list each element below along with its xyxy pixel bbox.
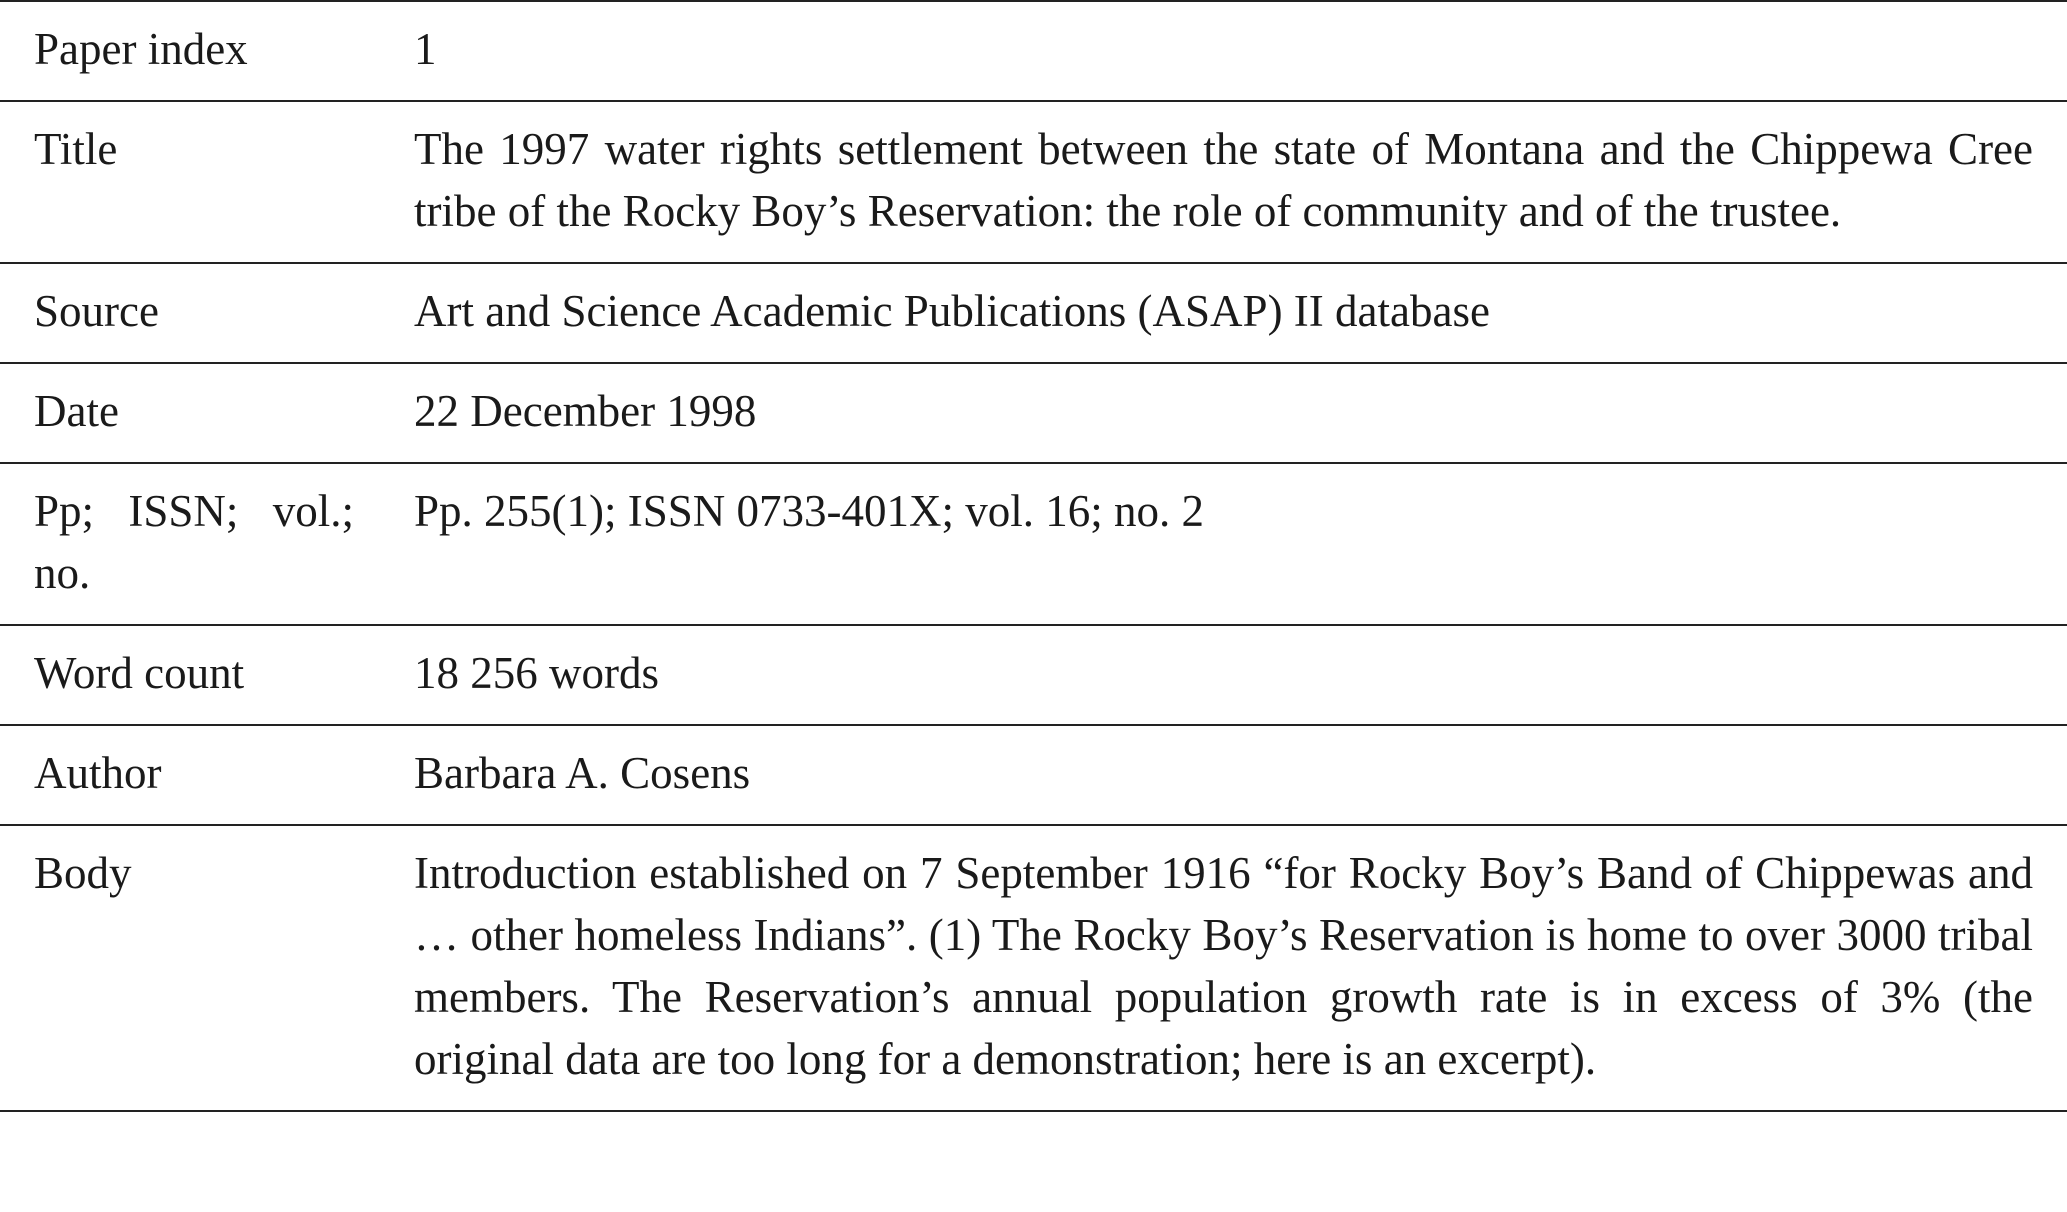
table-row-publication-info xyxy=(0,463,2067,625)
row-value: The 1997 water rights settlement between the state of Montana and the Chippewa Cree tribe of the Rocky Boy’s Reservation: the role of community and of the trustee. xyxy=(414,124,2033,236)
row-label: Date xyxy=(34,386,119,436)
row-label: Author xyxy=(34,748,162,798)
table-row-author xyxy=(0,725,2067,825)
row-label: Pp; ISSN; vol.; no. xyxy=(34,486,354,598)
row-value: 18 256 words xyxy=(414,648,659,698)
row-value: Barbara A. Cosens xyxy=(414,748,751,798)
table-row-title xyxy=(0,101,2067,263)
row-label: Body xyxy=(34,848,132,898)
table-row-date xyxy=(0,363,2067,463)
table-row-source xyxy=(0,263,2067,363)
row-label: Source xyxy=(34,286,159,336)
row-label: Word count xyxy=(34,648,245,698)
row-value: 22 December 1998 xyxy=(414,386,757,436)
row-value: Introduction established on 7 September 1916 “for Rocky Boy’s Band of Chippewas and … other homeless Indians”. (1) The Rocky Boy’s Reservation is home to over 3000 tribal members. The Reservation’s annual population growth rate is in excess of 3% (the original data are too long for a demonstration; here is an excerpt). xyxy=(414,848,2033,1084)
table-row-paper-index xyxy=(0,1,2067,101)
row-value: 1 xyxy=(414,24,437,74)
row-value: Pp. 255(1); ISSN 0733-401X; vol. 16; no. 2 xyxy=(414,486,1205,536)
row-label: Title xyxy=(34,124,118,174)
row-value: Art and Science Academic Publications (ASAP) II database xyxy=(414,286,1490,336)
table-row-body xyxy=(0,825,2067,1111)
row-label: Paper index xyxy=(34,24,248,74)
table-row-word-count xyxy=(0,625,2067,725)
